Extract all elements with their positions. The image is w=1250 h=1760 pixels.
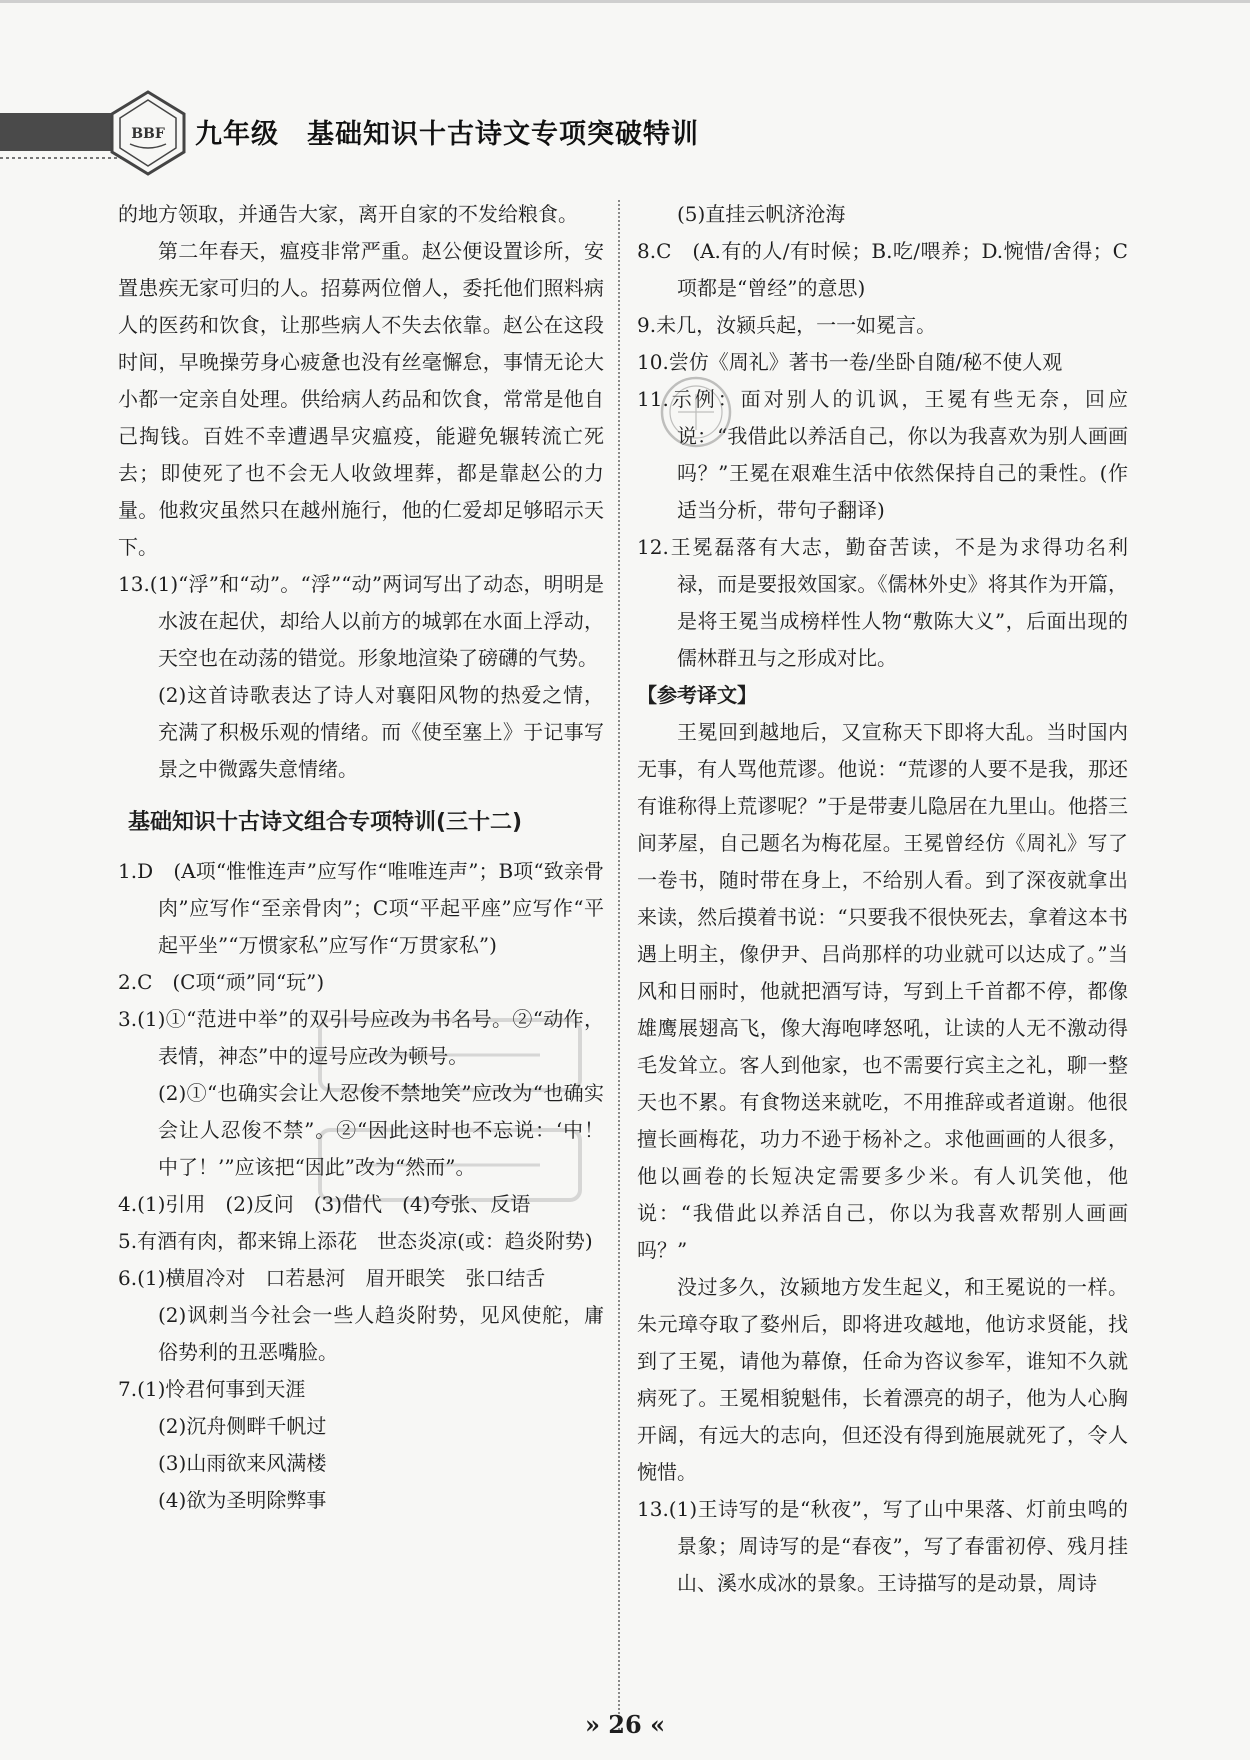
answer-item: 10.尝仿《周礼》著书一卷/坐卧自随/秘不使人观 <box>637 350 1063 374</box>
page-number-left-mark: » <box>584 1710 600 1739</box>
answer-item: 13.(1)“浮”和“动”。“浮”“动”两词写出了动态，明明是水波在起伏，却给人以前方的城郭在水面上浮动，天空也在动荡的错觉。形象地渲染了磅礴的气势。 <box>118 572 604 670</box>
paragraph: 没过多久，汝颍地方发生起义，和王冕说的一样。朱元璋夺取了婺州后，即将进攻越地，他访求贤能，找到了王冕，请他为幕僚，任命为咨议参军，谁知不久就病死了。王冕相貌魁伟，长着漂亮的胡子，他为人心胸开阔，有远大的志向，但还没有得到施展就死了，令人惋惜。 <box>637 1275 1128 1484</box>
answer-item: 12.王冕磊落有大志，勤奋苦读，不是为求得功名利禄，而是要报效国家。《儒林外史》将其作为开篇，是将王冕当成榜样性人物“敷陈大义”，后面出现的儒林群丑与之形成对比。 <box>637 535 1128 670</box>
answer-item: 13.(1)王诗写的是“秋夜”，写了山中果落、灯前虫鸣的景象；周诗写的是“春夜”，写了春雷初停、残月挂山、溪水成冰的景象。王诗描写的是动景，周诗 <box>637 1497 1128 1595</box>
answer-item: (2)①“也确实会让人忍俊不禁地笑”应改为“也确实会让人忍俊不禁”。②“因此这时也不忘说：‘中！中了！’”应该把“因此”改为“然而”。 <box>158 1081 604 1179</box>
answer-item: 3.(1)①“范进中举”的双引号应改为书名号。②“动作，表情，神态”中的逗号应改为顿号。 <box>118 1007 604 1068</box>
answer-item: 7.(1)怜君何事到天涯 <box>118 1377 306 1401</box>
header-title-text: 基础知识十古诗文专项突破特训 <box>307 119 699 150</box>
page-number <box>0 1710 1250 1739</box>
answer-item: (2)讽刺当今社会一些人趋炎附势，见风使舵，庸俗势利的丑恶嘴脸。 <box>158 1303 604 1364</box>
publisher-logo-icon <box>108 88 188 178</box>
reference-title: 【参考译文】 <box>637 683 757 707</box>
answer-item: 2.C (C项“顽”同“玩”) <box>118 970 325 994</box>
answer-item: (3)山雨欲来风满楼 <box>158 1451 327 1475</box>
answer-item: 11.示例：面对别人的讥讽，王冕有些无奈，回应说：“我借此以养活自己，你以为我喜欢为别人画画吗？”王冕在艰难生活中依然保持自己的秉性。(作适当分析，带句子翻译) <box>637 387 1128 522</box>
answer-item: 8.C (A.有的人/有时候；B.吃/喂养；D.惋惜/舍得；C项都是“曾经”的意思) <box>637 239 1128 300</box>
answer-item: 4.(1)引用 (2)反问 (3)借代 (4)夸张、反语 <box>118 1192 531 1216</box>
paragraph: 第二年春天，瘟疫非常严重。赵公便设置诊所，安置患疾无家可归的人。招募两位僧人，委托他们照料病人的医药和饮食，让那些病人不失去依靠。赵公在这段时间，早晚操劳身心疲惫也没有丝毫懈怠，事情无论大小都一定亲自处理。供给病人药品和饮食，常常是他自己掏钱。百姓不幸遭遇旱灾瘟疫，能避免辗转流亡死去；即使死了也不会无人收敛埋葬，都是靠赵公的力量。他救灾虽然只在越州施行，他的仁爱却足够昭示天下。 <box>118 239 604 559</box>
column-divider <box>618 200 620 1730</box>
answer-item: 5.有酒有肉，都来锦上添花 世态炎凉(或：趋炎附势) <box>118 1229 593 1253</box>
paragraph: 的地方领取，并通告大家，离开自家的不发给粮食。 <box>118 202 578 226</box>
page-number-right-mark: « <box>650 1710 666 1739</box>
answer-item: (2)这首诗歌表达了诗人对襄阳风物的热爱之情，充满了积极乐观的情绪。而《使至塞上》于记事写景之中微露失意情绪。 <box>158 683 604 781</box>
answer-item: (4)欲为圣明除弊事 <box>158 1488 327 1512</box>
answer-item: (5)直挂云帆济沧海 <box>677 202 846 226</box>
grade-label: 九年级 <box>195 119 279 150</box>
top-border <box>0 0 1250 3</box>
page-number-value: 26 <box>608 1710 642 1739</box>
paragraph: 王冕回到越地后，又宣称天下即将大乱。当时国内无事，有人骂他荒谬。他说：“荒谬的人要不是我，那还有谁称得上荒谬呢？”于是带妻儿隐居在九里山。他搭三间茅屋，自己题名为梅花屋。王冕曾经仿《周礼》写了一卷书，随时带在身上，不给别人看。到了深夜就拿出来读，然后摸着书说：“只要我不很快死去，拿着这本书遇上明主，像伊尹、吕尚那样的功业就可以达成了。”当风和日丽时，他就把酒写诗，写到上千首都不停，都像雄鹰展翅高飞，像大海咆哮怒吼，让读的人无不激动得毛发耸立。客人到他家，也不需要行宾主之礼，聊一整天也不累。有食物送来就吃，不用推辞或者道谢。他很擅长画梅花，功力不逊于杨补之。求他画画的人很多，他以画卷的长短决定需要多少米。有人讥笑他，他说：“我借此以养活自己，你以为我喜欢帮别人画画吗？” <box>637 720 1128 1262</box>
answer-item: 9.未几，汝颍兵起，一一如冕言。 <box>637 313 937 337</box>
section-title: 基础知识十古诗文组合专项特训(三十二) <box>128 810 523 835</box>
answer-item: 6.(1)横眉冷对 口若悬河 眉开眼笑 张口结舌 <box>118 1266 546 1290</box>
answer-item: 1.D (A项“惟惟连声”应写作“唯唯连声”；B项“致亲骨肉”应写作“至亲骨肉”；C项“平起平座”应写作“平起平坐”“万惯家私”应写作“万贯家私”) <box>118 859 604 957</box>
answer-item: (2)沉舟侧畔千帆过 <box>158 1414 327 1438</box>
svg-text:BBF: BBF <box>131 126 165 142</box>
page-title <box>195 112 699 151</box>
left-column <box>118 196 604 1519</box>
stamp-icon <box>656 372 736 452</box>
